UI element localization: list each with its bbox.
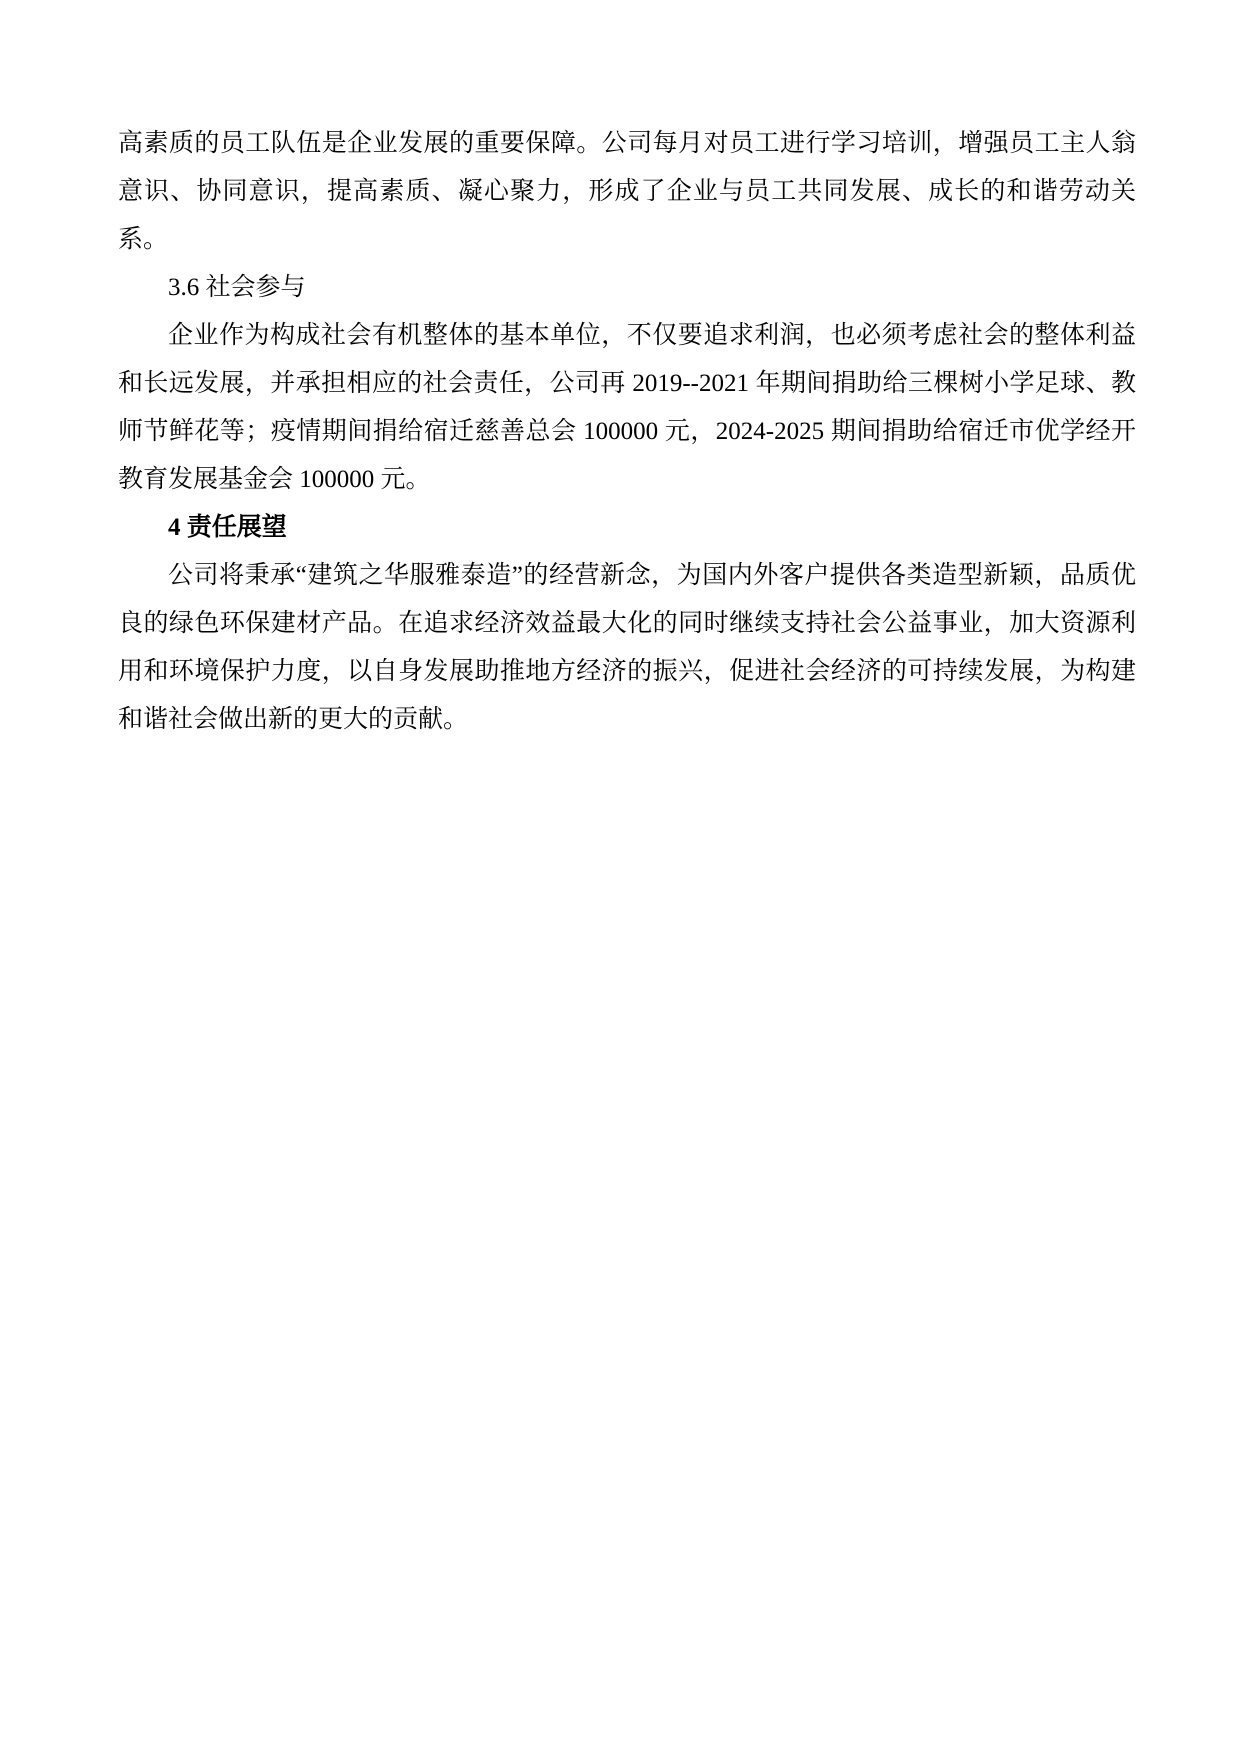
paragraph-employee-training: 高素质的员工队伍是企业发展的重要保障。公司每月对员工进行学习培训，增强员工主人翁意识、协同意识，提高素质、凝心聚力，形成了企业与员工共同发展、成长的和谐劳动关系。 xyxy=(118,130,1136,253)
heading-4-responsibility-outlook: 4 责任展望 xyxy=(168,514,287,541)
paragraph-social-participation-donations: 企业作为构成社会有机整体的基本单位，不仅要追求利润，也必须考虑社会的整体利益和长远发展，并承担相应的社会责任，公司再 2019--2021 年期间捐助给三棵树小学足球、教师节鲜花等；疫情期间捐给宿迁慈善总会 100000 元，2024-2025 期间捐助给宿迁市优学经开教育发展基金会 100000 元。 xyxy=(118,322,1136,493)
paragraph-responsibility-outlook: 公司将秉承“建筑之华服雅泰造”的经营新念，为国内外客户提供各类造型新颖，品质优良的绿色环保建材产品。在追求经济效益最大化的同时继续支持社会公益事业，加大资源利用和环境保护力度，以自身发展助推地方经济的振兴，促进社会经济的可持续发展，为构建和谐社会做出新的更大的贡献。 xyxy=(118,562,1136,733)
heading-3-6-social-participation: 3.6 社会参与 xyxy=(168,274,306,301)
document-content xyxy=(0,0,1240,744)
